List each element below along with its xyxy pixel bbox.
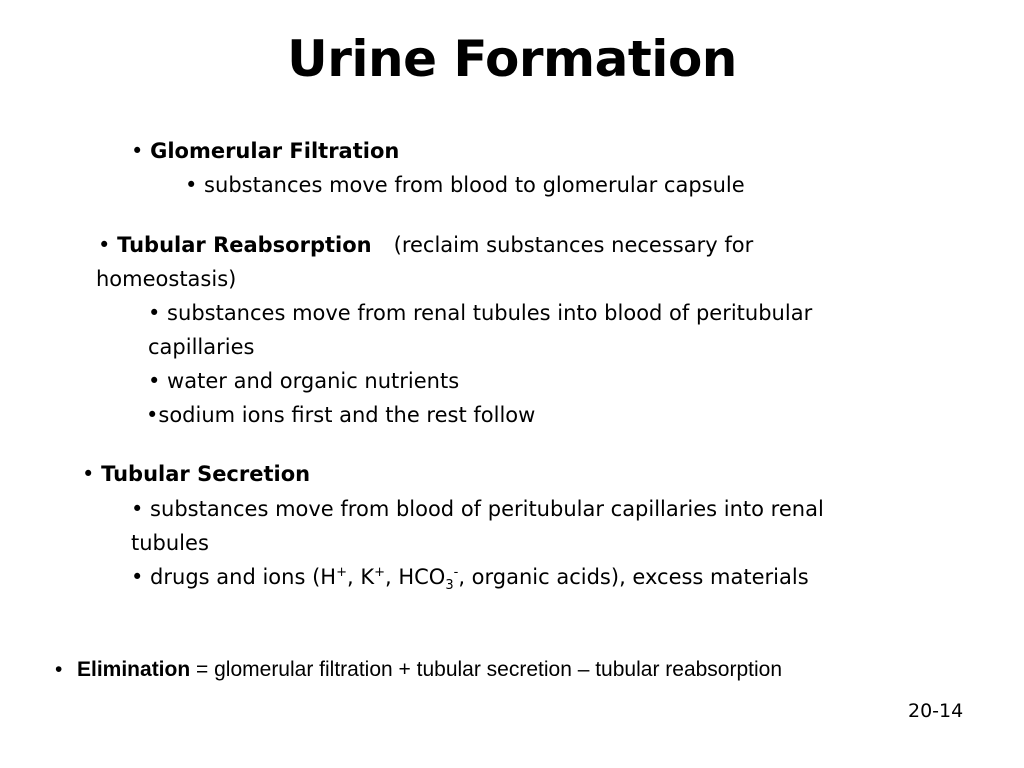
page-number: 20-14 [908, 700, 964, 722]
elimination-item [55, 656, 782, 684]
secretion-sub-item-2-text-c: , HCO [385, 565, 446, 589]
tubular-reabsorption-heading: Tubular Reabsorption [117, 233, 372, 257]
secretion-sub-item-2-text-a: • drugs and ions (H [131, 565, 337, 589]
subscript-three: 3 [445, 578, 454, 594]
secretion-sub-item-2-text-d: , organic acids), excess materials [458, 565, 809, 589]
elimination-formula: = glomerular filtration + tubular secretion – tubular reabsorption [190, 658, 783, 681]
tubular-reabsorption-note: (reclaim substances necessary for [393, 233, 754, 257]
reabsorption-sub-item-1: • substances move from renal tubules into blood of peritubular [148, 301, 813, 325]
slide-title: Urine Formation [287, 30, 737, 88]
bullet: • [131, 139, 144, 163]
secretion-sub-item-2-text-b: , K [346, 565, 375, 589]
elimination-label: Elimination [77, 658, 191, 681]
tubular-secretion-heading: Tubular Secretion [101, 462, 311, 486]
bullet: • [55, 658, 63, 681]
tubular-reabsorption-note-continued: homeostasis) [96, 267, 237, 291]
secretion-sub-item-1-continued: tubules [131, 531, 209, 555]
glomerular-filtration-heading: Glomerular Filtration [150, 139, 400, 163]
superscript-minus: - [453, 565, 459, 580]
reabsorption-sub-item-1-continued: capillaries [148, 335, 255, 359]
secretion-sub-item-1: • substances move from blood of peritubular capillaries into renal [131, 497, 824, 521]
secretion-sub-item-2 [131, 563, 809, 594]
glomerular-filtration-item [131, 137, 399, 165]
glomerular-sub-item: • substances move from blood to glomerular capsule [185, 173, 745, 197]
tubular-reabsorption-item [98, 231, 753, 259]
superscript-plus: + [374, 565, 385, 580]
tubular-secretion-item [82, 460, 310, 488]
bullet: • [98, 233, 111, 257]
superscript-plus: + [336, 565, 347, 580]
reabsorption-sub-item-2: • water and organic nutrients [148, 369, 460, 393]
reabsorption-sub-item-3: •sodium ions first and the rest follow [146, 403, 536, 427]
bullet: • [82, 462, 95, 486]
